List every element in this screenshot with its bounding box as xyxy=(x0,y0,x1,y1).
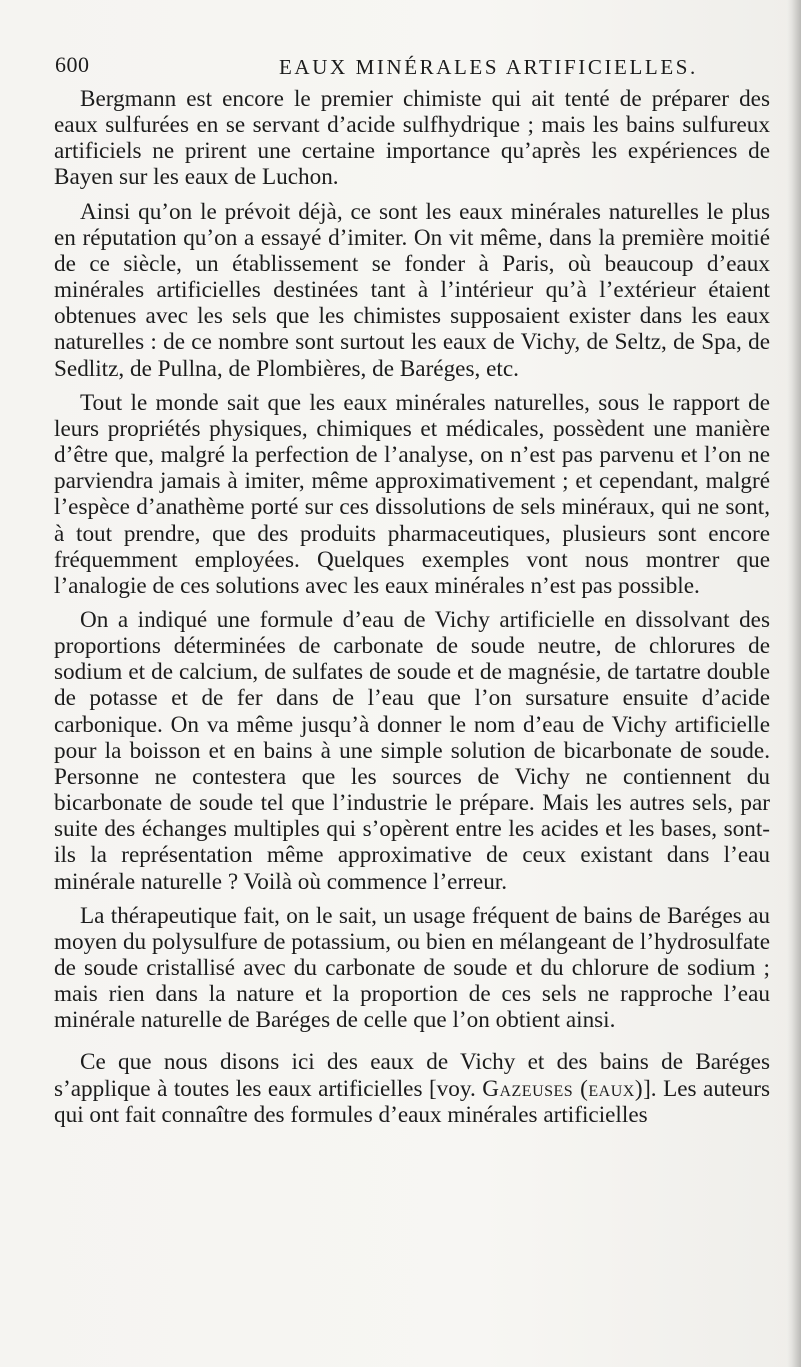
cross-reference-gazeuses: Gazeuses (eaux) xyxy=(482,1075,644,1102)
paragraph-properties: Tout le monde sait que les eaux minérales naturelles, sous le rapport de leurs propriétés physiques, chimiques et médicales, possèdent une manière d’être que, malgré la perfection de l’analyse, on n’est pas parvenu et l’on ne parviendra jamais à imiter, même approximativement ; et cependant, malgré l’espèce d’anathème porté sur ces dissolutions de sels minéraux, qui ne sont, à tout prendre, que des produits pharmaceutiques, plusieurs sont encore fréquemment employées. Quelques exemples vont nous montrer que l’analogie de ces solutions avec les eaux minérales n’est pas possible. xyxy=(54,389,770,599)
page-edge-shadow xyxy=(787,0,801,1367)
paragraph-imitation: Ainsi qu’on le prévoit déjà, ce sont les eaux minérales naturelles le plus en réputation qu’on a essayé d’imiter. On vit même, dans la première moitié de ce siècle, un établissement se fonder à Paris, où beaucoup d’eaux minérales artificielles destinées tant à l’intérieur qu’à l’extérieur étaient obtenues avec les sels que les chimistes supposaient exister dans les eaux naturelles : de ce nombre sont surtout les eaux de Vichy, de Seltz, de Spa, de Sedlitz, de Pullna, de Plombières, de Baréges, etc. xyxy=(54,198,770,382)
running-title: EAUX MINÉRALES ARTIFICIELLES. xyxy=(279,55,698,79)
paragraph-bareges: La thérapeutique fait, on le sait, un usage fréquent de bains de Baréges au moyen du polysulfure de potassium, ou bien en mélangeant de l’hydrosulfate de soude cristallisé avec du carbonate de soude et du chlorure de sodium ; mais rien dans la nature et la proportion de ces sels ne rapproche l’eau minérale naturelle de Baréges de celle que l’on obtient ainsi. xyxy=(54,902,770,1034)
page-header xyxy=(55,52,775,82)
paragraph-bergmann: Bergmann est encore le premier chimiste qui ait tenté de préparer des eaux sulfurées en se servant d’acide sulfhydrique ; mais les bains sulfureux artificiels ne prirent une certaine importance qu’après les expériences de Bayen sur les eaux de Luchon. xyxy=(54,86,770,191)
page-number: 600 xyxy=(55,52,90,77)
conclusion-text-start: Ce que nous disons ici des eaux de Vichy et des bains de Baréges s’applique à toutes les eaux artificielles [voy. xyxy=(54,1049,770,1102)
paragraph-conclusion xyxy=(54,1049,770,1127)
conclusion-text-end: ]. Les auteurs qui ont fait connaître des formules d’eaux minérales artificielles xyxy=(54,1075,770,1128)
paragraph-vichy-formula: On a indiqué une formule d’eau de Vichy artificielle en dissolvant des proportions déterminées de carbonate de soude neutre, de chlorures de sodium et de calcium, de sulfates de soude et de magnésie, de tartatre double de potasse et de fer dans de l’eau que l’on sursature ensuite d’acide carbonique. On va même jusqu’à donner le nom d’eau de Vichy artificielle pour la boisson et en bains à une simple solution de bicarbonate de soude. Personne ne contestera que les sources de Vichy ne contiennent du bicarbonate de soude tel que l’industrie le prépare. Mais les autres sels, par suite des échanges multiples qui s’opèrent entre les acides et les bases, sont-ils la représentation même approximative de ceux existant dans l’eau minérale naturelle ? Voilà où commence l’erreur. xyxy=(54,606,770,895)
body-text xyxy=(54,86,770,1128)
